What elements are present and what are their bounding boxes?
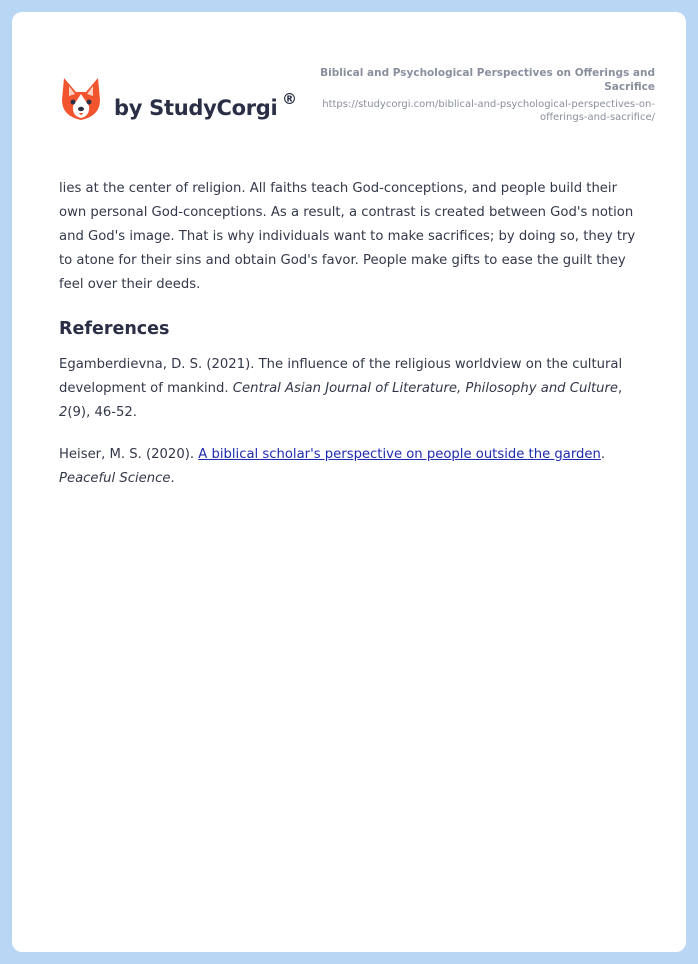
reference-journal: Peaceful Science: [59, 471, 171, 486]
reference-item: [59, 443, 647, 491]
document-content: [59, 177, 647, 509]
body-paragraph: lies at the center of religion. All faiths teach God-conceptions, and people build their own personal God-conceptions. As a result, a contrast is created between God's notion and God's image. That is why individuals want to make sacrifices; by doing so, they try to atone for their sins and obtain God's favor. People make gifts to ease the guilt they feel over their deeds.: [59, 181, 636, 292]
reference-pages: (9), 46-52.: [67, 405, 137, 420]
references-heading: References: [59, 319, 170, 339]
reference-journal: Central Asian Journal of Literature, Philosophy and Culture: [232, 381, 619, 396]
reference-end: .: [170, 471, 175, 486]
reference-item: [59, 353, 647, 425]
reference-link[interactable]: A biblical scholar's perspective on people outside the garden: [198, 447, 601, 462]
document-url[interactable]: https://studycorgi.com/biblical-and-psychological-perspectives-on-offerings-and-sacrifice/: [322, 99, 655, 123]
studycorgi-logo[interactable]: [60, 74, 310, 134]
document-page: [12, 12, 686, 952]
registered-mark: ®: [282, 90, 297, 108]
reference-authors: Heiser, M. S. (2020).: [59, 447, 199, 462]
reference-authors: Egamberdievna, D. S. (2021). The influence of the religious worldview on the cultural development of mankind.: [59, 357, 623, 396]
corgi-logo-icon: [60, 76, 102, 122]
reference-separator: ,: [618, 381, 623, 396]
reference-volume: 2: [59, 405, 68, 420]
page-header: [12, 12, 686, 152]
brand-name: by StudyCorgi: [114, 96, 278, 120]
reference-after-link: .: [600, 447, 606, 462]
document-title: Biblical and Psychological Perspectives on Offerings and Sacrifice: [320, 67, 655, 93]
document-meta: [295, 66, 655, 124]
